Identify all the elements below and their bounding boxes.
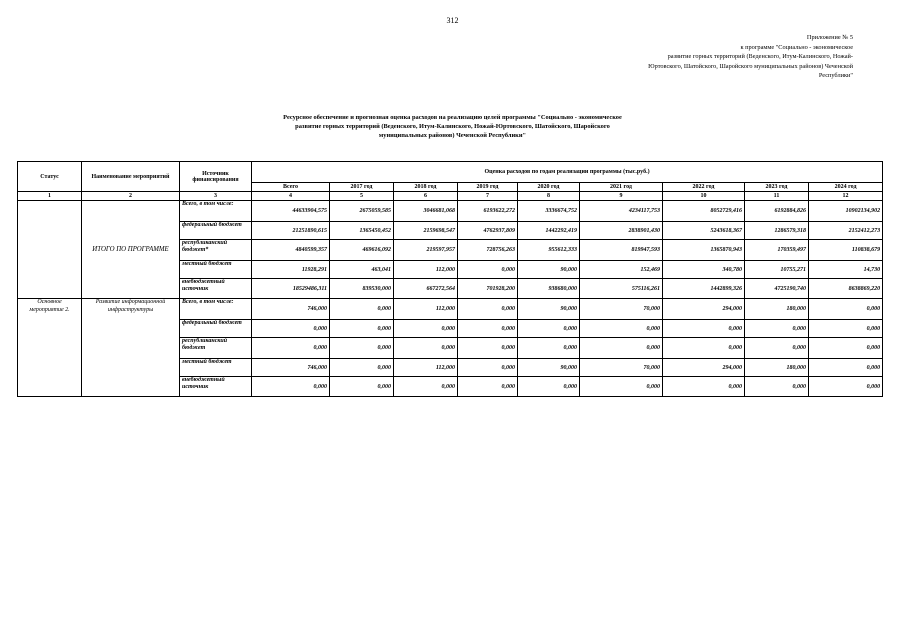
value-cell: 10755,271 — [745, 261, 809, 279]
source-cell: местный бюджет — [180, 261, 252, 279]
value-cell: 3046681,068 — [394, 201, 458, 222]
value-cell: 4234117,753 — [580, 201, 663, 222]
value-cell: 2159698,547 — [394, 222, 458, 240]
value-cell: 0,000 — [458, 359, 518, 377]
value-cell: 701928,200 — [458, 279, 518, 299]
value-cell: 0,000 — [394, 377, 458, 397]
value-cell: 2838901,430 — [580, 222, 663, 240]
value-cell: 1365450,452 — [330, 222, 394, 240]
value-cell: 3336674,752 — [518, 201, 580, 222]
header-source: Источник финансирования — [180, 162, 252, 192]
value-cell: 469616,092 — [330, 240, 394, 261]
value-cell: 8052729,416 — [663, 201, 745, 222]
value-cell: 8638869,220 — [809, 279, 883, 299]
value-cell: 294,000 — [663, 299, 745, 320]
value-cell: 0,000 — [330, 320, 394, 338]
value-cell: 10902134,902 — [809, 201, 883, 222]
source-cell: местный бюджет — [180, 359, 252, 377]
value-cell: 0,000 — [458, 377, 518, 397]
value-cell: 90,000 — [518, 299, 580, 320]
value-cell: 955612,333 — [518, 240, 580, 261]
header-year: 2023 год — [745, 183, 809, 192]
header-column-number: 10 — [663, 192, 745, 201]
value-cell: 14,730 — [809, 261, 883, 279]
budget-table — [17, 161, 883, 397]
header-year: 2021 год — [580, 183, 663, 192]
value-cell: 1286579,318 — [745, 222, 809, 240]
source-cell: Всего, в том числе: — [180, 201, 252, 222]
value-cell: 0,000 — [518, 320, 580, 338]
value-cell: 728756,263 — [458, 240, 518, 261]
value-cell: 0,000 — [394, 320, 458, 338]
header-column-number: 11 — [745, 192, 809, 201]
title-line: Ресурсное обеспечение и прогнозная оценка расходов на реализацию целей программы "Социально - экономическое — [283, 114, 622, 121]
value-cell: 0,000 — [663, 338, 745, 359]
value-cell: 110838,679 — [809, 240, 883, 261]
title-line: развитие горных территорий (Веденского, Итум-Калинского, Ножай-Юртовского, Шатойского, Шаройского — [295, 123, 610, 131]
value-cell: 0,000 — [809, 377, 883, 397]
appendix-line: Юртовского, Шатойского, Шаройского муниципальных районов) Чеченской — [648, 62, 853, 70]
value-cell: 2675059,585 — [330, 201, 394, 222]
appendix-line: Приложение № 5 — [806, 34, 853, 41]
value-cell: 5243618,367 — [663, 222, 745, 240]
value-cell: 0,000 — [330, 299, 394, 320]
value-cell: 70,000 — [580, 299, 663, 320]
header-year: 2024 год — [809, 183, 883, 192]
value-cell: 44633904,575 — [252, 201, 330, 222]
header-measure: Наименование мероприятий — [82, 162, 180, 192]
value-cell: 0,000 — [518, 377, 580, 397]
value-cell: 0,000 — [663, 377, 745, 397]
source-cell: федеральный бюджет — [180, 222, 252, 240]
value-cell: 0,000 — [394, 338, 458, 359]
header-estimate: Оценка расходов по годам реализации программы (тыс.руб.) — [252, 162, 883, 183]
value-cell: 0,000 — [330, 338, 394, 359]
title-line: муниципальных районов) Чеченской Республики" — [378, 132, 527, 140]
value-cell: 667272,564 — [394, 279, 458, 299]
value-cell: 938680,000 — [518, 279, 580, 299]
value-cell: 1365870,943 — [663, 240, 745, 261]
value-cell: 112,000 — [394, 359, 458, 377]
value-cell: 0,000 — [458, 261, 518, 279]
header-column-number: 2 — [82, 192, 180, 201]
value-cell: 4725190,740 — [745, 279, 809, 299]
value-cell: 463,041 — [330, 261, 394, 279]
header-column-number: 1 — [18, 192, 82, 201]
header-column-number: 4 — [252, 192, 330, 201]
header-year: 2018 год — [394, 183, 458, 192]
value-cell: 90,000 — [518, 261, 580, 279]
page-number: 312 — [446, 16, 459, 25]
header-column-number: 9 — [580, 192, 663, 201]
value-cell: 11928,291 — [252, 261, 330, 279]
source-cell: федеральный бюджет — [180, 320, 252, 338]
appendix-line: развитие горных территорий (Веденского, Итум-Калинского, Ножай- — [667, 53, 853, 60]
value-cell: 746,000 — [252, 359, 330, 377]
source-cell: республиканский бюджет — [180, 338, 252, 359]
value-cell: 4840599,357 — [252, 240, 330, 261]
value-cell: 170359,497 — [745, 240, 809, 261]
value-cell: 0,000 — [809, 320, 883, 338]
header-year: Всего — [252, 183, 330, 192]
value-cell: 340,780 — [663, 261, 745, 279]
value-cell: 0,000 — [458, 338, 518, 359]
source-cell: республиканский бюджет* — [180, 240, 252, 261]
value-cell: 112,000 — [394, 299, 458, 320]
header-year: 2022 год — [663, 183, 745, 192]
value-cell: 0,000 — [458, 299, 518, 320]
value-cell: 575116,261 — [580, 279, 663, 299]
status-cell — [18, 201, 82, 299]
value-cell: 294,000 — [663, 359, 745, 377]
header-column-number: 5 — [330, 192, 394, 201]
value-cell: 18529486,311 — [252, 279, 330, 299]
source-cell: внебюджетный источник — [180, 279, 252, 299]
value-cell: 21251890,615 — [252, 222, 330, 240]
header-column-number: 6 — [394, 192, 458, 201]
appendix-line: Республики" — [818, 72, 853, 79]
header-column-number: 12 — [809, 192, 883, 201]
value-cell: 0,000 — [809, 359, 883, 377]
value-cell: 839530,000 — [330, 279, 394, 299]
value-cell: 219597,957 — [394, 240, 458, 261]
value-cell: 4762937,809 — [458, 222, 518, 240]
value-cell: 0,000 — [745, 320, 809, 338]
source-cell: внебюджетный источник — [180, 377, 252, 397]
table-row — [18, 299, 883, 320]
value-cell: 0,000 — [252, 377, 330, 397]
value-cell: 0,000 — [518, 338, 580, 359]
value-cell: 819947,593 — [580, 240, 663, 261]
header-year: 2020 год — [518, 183, 580, 192]
source-cell: Всего, в том числе: — [180, 299, 252, 320]
value-cell: 70,000 — [580, 359, 663, 377]
header-column-number: 3 — [180, 192, 252, 201]
value-cell: 6193622,272 — [458, 201, 518, 222]
header-status: Статус — [18, 162, 82, 192]
value-cell: 2152412,273 — [809, 222, 883, 240]
value-cell: 746,000 — [252, 299, 330, 320]
table-row — [18, 201, 883, 222]
value-cell: 0,000 — [580, 338, 663, 359]
value-cell: 0,000 — [745, 377, 809, 397]
value-cell: 0,000 — [745, 338, 809, 359]
document-title — [180, 113, 725, 141]
value-cell: 0,000 — [252, 320, 330, 338]
header-column-number: 8 — [518, 192, 580, 201]
value-cell: 0,000 — [663, 320, 745, 338]
header-year: 2017 год — [330, 183, 394, 192]
value-cell: 112,000 — [394, 261, 458, 279]
value-cell: 0,000 — [809, 338, 883, 359]
value-cell: 0,000 — [580, 320, 663, 338]
measure-cell: Развитие информационной инфраструктуры — [82, 299, 180, 397]
value-cell: 90,000 — [518, 359, 580, 377]
value-cell: 0,000 — [809, 299, 883, 320]
value-cell: 180,000 — [745, 359, 809, 377]
value-cell: 6192884,826 — [745, 201, 809, 222]
value-cell: 0,000 — [252, 338, 330, 359]
value-cell: 152,469 — [580, 261, 663, 279]
value-cell: 180,000 — [745, 299, 809, 320]
header-column-number: 7 — [458, 192, 518, 201]
value-cell: 1442292,419 — [518, 222, 580, 240]
header-year: 2019 год — [458, 183, 518, 192]
value-cell: 0,000 — [458, 320, 518, 338]
value-cell: 0,000 — [330, 377, 394, 397]
value-cell: 0,000 — [580, 377, 663, 397]
value-cell: 0,000 — [330, 359, 394, 377]
appendix-note — [553, 33, 853, 81]
appendix-line: к программе "Социально - экономическое — [740, 43, 853, 51]
value-cell: 1442899,326 — [663, 279, 745, 299]
measure-cell: ИТОГО ПО ПРОГРАММЕ — [82, 201, 180, 299]
status-cell: Основное мероприятие 2. — [18, 299, 82, 397]
